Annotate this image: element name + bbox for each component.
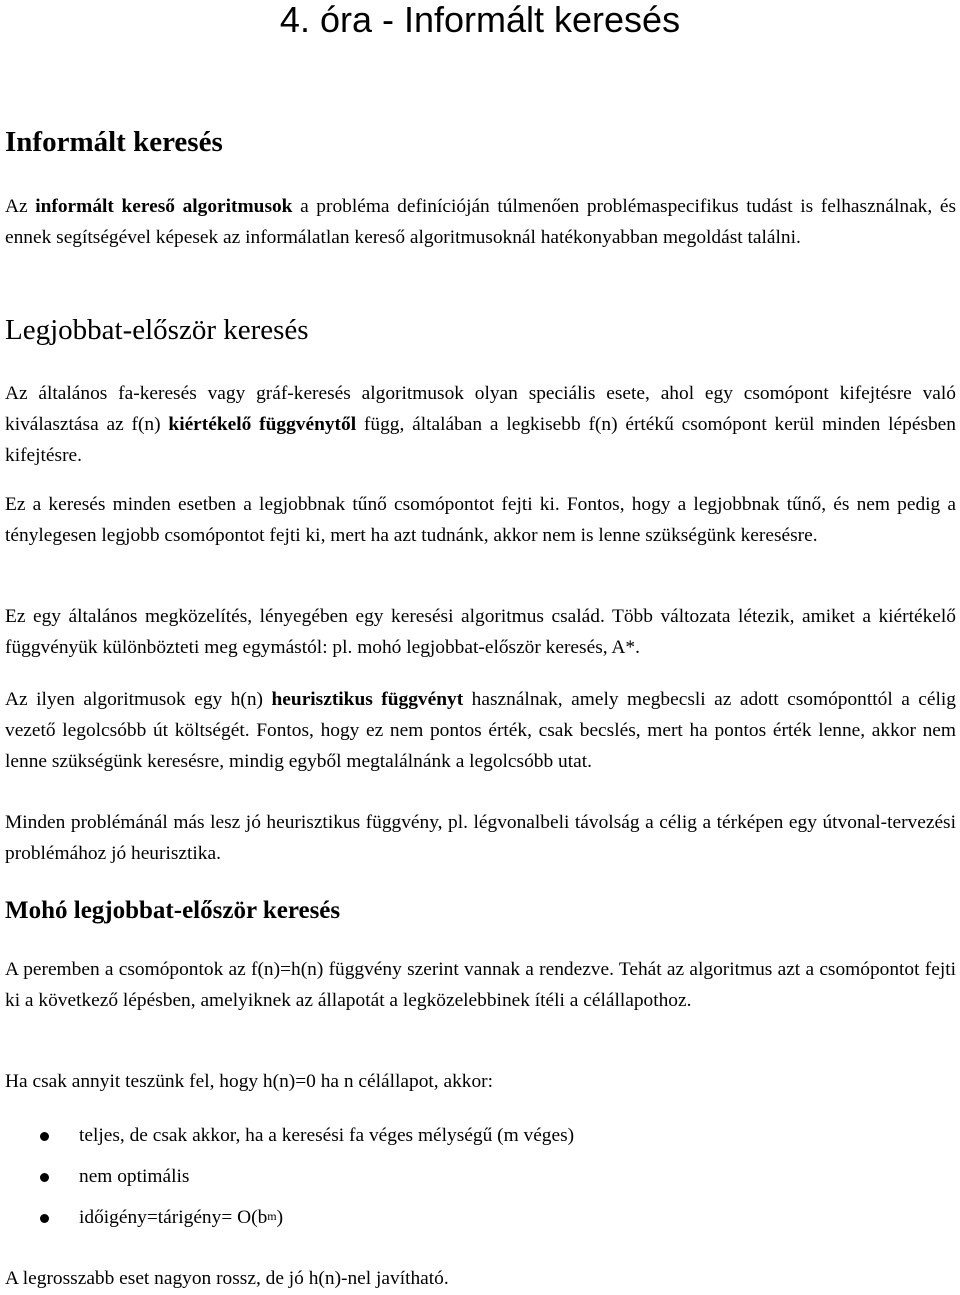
formula-text: időigény=tárigény= O(b <box>79 1207 268 1228</box>
paragraph-text: Az ilyen algoritmusok egy h(n) <box>5 689 272 710</box>
paragraph-assumption: Ha csak annyit teszünk fel, hogy h(n)=0 ha n célállapot, akkor: <box>5 1071 494 1092</box>
paragraph-informed-intro <box>5 191 956 253</box>
paragraph-algorithm-family: Ez egy általános megközelítés, lényegében egy keresési algoritmus család. Több változata létezik, amiket a kiértékelő függvényük különbözteti meg egymástól: pl. mohó legjobbat-először keresés, A*. <box>5 606 956 658</box>
paragraph-text: Az <box>5 196 36 217</box>
paragraph-text: használnak, amely megbecsli az adott csomóponttól a célig vezető legolcsóbb út költségét. Fontos, hogy ez nem pontos érték, csak becslés, mert ha pontos érték lenne, akkor nem lenne szükségünk keresésre, mindig egyből megtalálnánk a legolcsóbb utat. <box>5 689 956 772</box>
list-item-text <box>79 1203 283 1233</box>
bold-term: informált kereső algoritmusok <box>35 196 293 217</box>
paragraph-best-first-def <box>5 378 956 471</box>
list-item-text: teljes, de csak akkor, ha a keresési fa véges mélységű (m véges) <box>79 1125 575 1146</box>
bullet-icon <box>40 1132 49 1141</box>
section-heading-informed-search: Informált keresés <box>5 126 223 158</box>
bullet-icon <box>40 1173 49 1182</box>
list-item-text: nem optimális <box>79 1166 190 1187</box>
formula-text: ) <box>276 1207 284 1228</box>
paragraph-worst-case: A legrosszabb eset nagyon rossz, de jó h(n)-nel javítható. <box>5 1268 449 1289</box>
paragraph-text: a probléma definícióján túlmenően problémaspecifikus tudást is felhasználnak, és ennek segítségével képesek az informálatlan kereső algoritmusoknál hatékonyabban megoldást találni. <box>5 196 956 248</box>
paragraph-greedy-def: A peremben a csomópontok az f(n)=h(n) függvény szerint vannak a rendezve. Tehát az algoritmus azt a csomópontot fejti ki a következő lépésben, amelyiknek az állapotát a legközelebbinek ítéli a célállapothoz. <box>5 959 956 1011</box>
bold-term: heurisztikus függvényt <box>271 689 464 710</box>
paragraph-text: függ, általában a legkisebb f(n) értékű csomópont kerül minden lépésben kifejtésre. <box>5 414 956 466</box>
paragraph-heuristic-example: Minden problémánál más lesz jó heurisztikus függvény, pl. légvonalbeli távolság a célig a térképen egy útvonal-tervezési problémához jó heurisztika. <box>5 812 956 864</box>
page-title: 4. óra - Informált keresés <box>279 0 681 40</box>
bullet-icon <box>40 1214 49 1223</box>
paragraph-heuristic-function <box>5 684 956 777</box>
section-heading-greedy: Mohó legjobbat-először keresés <box>5 897 341 924</box>
section-heading-best-first: Legjobbat-először keresés <box>5 314 309 346</box>
formula-superscript: m <box>267 1209 277 1223</box>
bold-term: kiértékelő függvénytől <box>168 414 357 435</box>
paragraph-text: Az általános fa-keresés vagy gráf-keresés algoritmusok olyan speciális esete, ahol egy csomópont kifejtésre való kiválasztása az f(n) <box>5 383 956 435</box>
paragraph-best-looking: Ez a keresés minden esetben a legjobbnak tűnő csomópontot fejti ki. Fontos, hogy a legjobbnak tűnő, és nem pedig a ténylegesen legjobb csomópontot fejti ki, mert ha azt tudnánk, akkor nem is lenne szükségünk keresésre. <box>5 494 956 546</box>
